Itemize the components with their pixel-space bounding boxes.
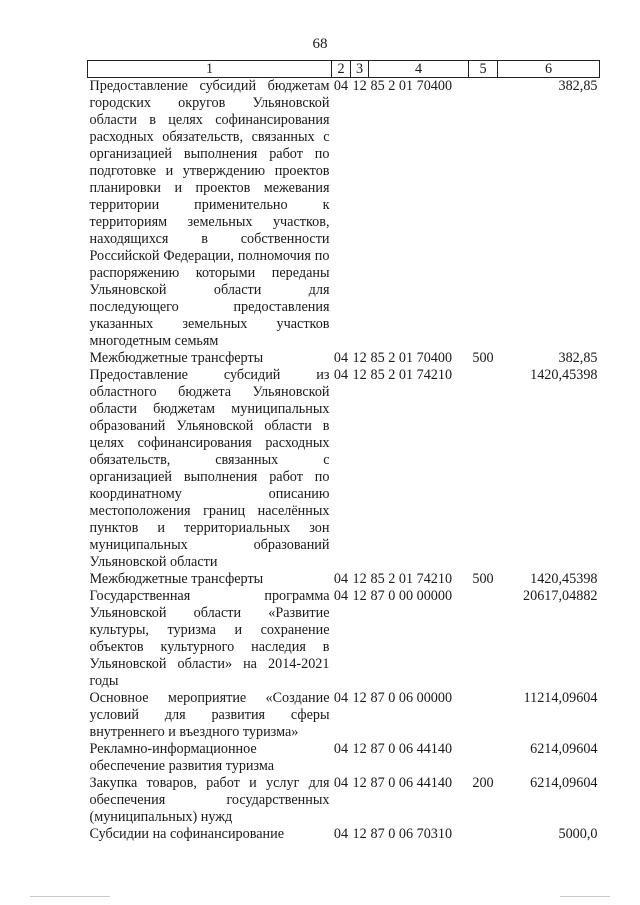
section-code: 04 xyxy=(333,571,349,587)
section-code: 04 xyxy=(333,588,349,604)
section-code: 04 xyxy=(333,775,349,791)
scan-artifact-left xyxy=(30,896,110,897)
amount: 6214,09604 xyxy=(530,741,598,757)
target-article-code: 85 2 01 74210 xyxy=(370,571,453,587)
table-row xyxy=(88,775,600,826)
target-article-code: 87 0 06 44140 xyxy=(370,775,453,791)
subsection-code: 12 xyxy=(352,690,367,706)
section-code: 04 xyxy=(333,78,349,94)
amount: 382,85 xyxy=(558,350,598,366)
table-row xyxy=(88,78,600,351)
target-article-code: 85 2 01 70400 xyxy=(370,78,453,94)
target-article-code: 85 2 01 74210 xyxy=(370,367,453,383)
row-name: Рекламно-информационное обеспечение развития туризма xyxy=(89,741,275,774)
table-body xyxy=(88,78,600,844)
subsection-code: 12 xyxy=(352,826,367,842)
subsection-code: 12 xyxy=(352,350,367,366)
subsection-code: 12 xyxy=(352,588,367,604)
row-name: Закупка товаров, работ и услуг для обеспечения государственных (муниципальных) нужд xyxy=(89,775,330,825)
expense-type-code xyxy=(469,826,498,843)
section-code: 04 xyxy=(333,690,349,706)
budget-table xyxy=(87,60,600,843)
expense-type-code: 500 xyxy=(472,571,494,587)
table-row xyxy=(88,350,600,367)
column-1-header: 1 xyxy=(88,61,332,78)
row-name: Субсидии на софинансирование xyxy=(89,826,285,842)
subsection-code: 12 xyxy=(352,775,367,791)
row-name: Межбюджетные трансферты xyxy=(89,571,264,587)
subsection-code: 12 xyxy=(352,741,367,757)
target-article-code: 87 0 06 44140 xyxy=(370,741,453,757)
expense-type-code: 200 xyxy=(472,775,494,791)
amount: 1420,45398 xyxy=(530,367,598,383)
subsection-code: 12 xyxy=(352,571,367,587)
expense-type-code xyxy=(469,78,498,351)
table-row xyxy=(88,826,600,843)
row-name: Государственная программа Ульяновской области «Развитие культуры, туризма и сохранение объектов культурного наследия в Ульяновской области» на 2014-2021 годы xyxy=(89,588,330,689)
subsection-code: 12 xyxy=(352,367,367,383)
row-name: Основное мероприятие «Создание условий для развития сферы внутреннего и въездного туризма» xyxy=(89,690,330,740)
amount: 11214,09604 xyxy=(523,690,598,706)
table-row xyxy=(88,571,600,588)
table-header xyxy=(88,61,600,78)
section-code: 04 xyxy=(333,826,349,842)
amount: 6214,09604 xyxy=(530,775,598,791)
expense-type-code xyxy=(469,741,498,775)
section-code: 04 xyxy=(333,367,349,383)
expense-type-code xyxy=(469,690,498,741)
target-article-code: 87 0 00 00000 xyxy=(370,588,453,604)
target-article-code: 87 0 06 70310 xyxy=(370,826,453,842)
expense-type-code xyxy=(469,588,498,690)
expense-type-code xyxy=(469,367,498,571)
subsection-code: 12 xyxy=(352,78,367,94)
table-row xyxy=(88,588,600,690)
column-5-header: 5 xyxy=(469,61,498,78)
column-6-header: 6 xyxy=(498,61,600,78)
target-article-code: 85 2 01 70400 xyxy=(370,350,453,366)
target-article-code: 87 0 06 00000 xyxy=(370,690,453,706)
page-number: 68 xyxy=(312,36,328,52)
scan-artifact-right xyxy=(560,896,610,897)
column-3-header: 3 xyxy=(351,61,369,78)
table-row xyxy=(88,690,600,741)
row-name: Предоставление субсидий из областного бюджета Ульяновской области бюджетам муниципальных образований Ульяновской области в целях софинансирования расходных обязательств, связанных с организацией выполнения работ по координатному описанию местоположения границ населённых пунктов и территориальных зон муниципальных образований Ульяновской области xyxy=(89,367,330,570)
section-code: 04 xyxy=(333,350,349,366)
row-name: Предоставление субсидий бюджетам городских округов Ульяновской области в целях софинансирования расходных обязательств, связанных с организацией выполнения работ по подготовке и утверждению проектов планировки и проектов межевания территории применительно к территориям земельных участков, находящихся в собственности Российской Федерации, полномочия по распоряжению которыми переданы Ульяновской области для последующего предоставления указанных земельных участков многодетным семьям xyxy=(89,78,330,349)
section-code: 04 xyxy=(333,741,349,757)
row-name: Межбюджетные трансферты xyxy=(89,350,264,366)
column-2-header: 2 xyxy=(332,61,351,78)
amount: 20617,04882 xyxy=(523,588,598,604)
table-row xyxy=(88,367,600,571)
column-number-row xyxy=(88,61,600,78)
amount: 1420,45398 xyxy=(530,571,598,587)
expense-type-code: 500 xyxy=(472,350,494,366)
amount: 382,85 xyxy=(558,78,598,94)
column-4-header: 4 xyxy=(369,61,469,78)
table-row xyxy=(88,741,600,775)
amount: 5000,0 xyxy=(558,826,598,842)
